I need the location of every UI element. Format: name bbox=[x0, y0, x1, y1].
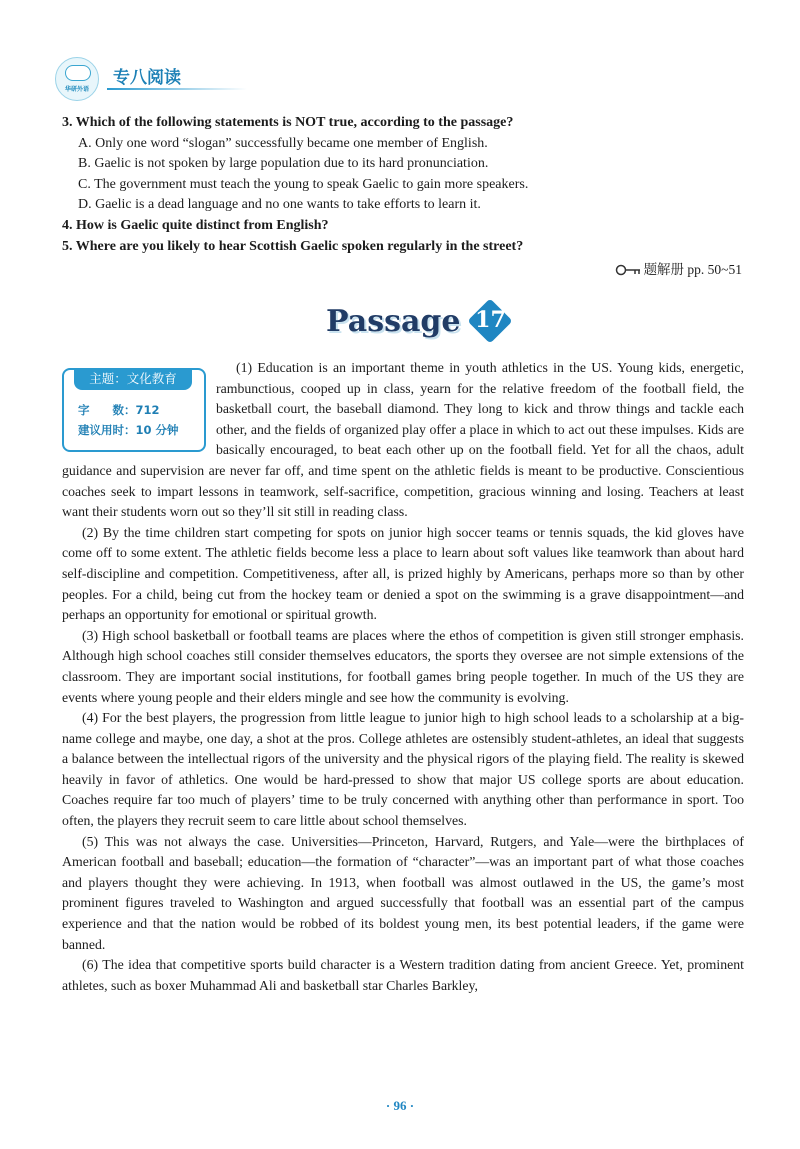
question-5: 5. Where are you likely to hear Scottish Gaelic spoken regularly in the street? bbox=[62, 238, 524, 254]
word-count: 字 数：712 bbox=[78, 403, 160, 417]
option-b: B. Gaelic is not spoken by large population due to its hard pronunciation. bbox=[78, 156, 489, 172]
paragraph-3: (3) High school basketball or football teams are places where the ethos of competition is given still stronger emphasis. Although high school coaches still consider themselves educators, the sports they oversee are not simple extensions of the classroom. They are important social institutions, for football games bring people together. In much of the US they are events where young people and their elders mingle and see how the community is evolving. bbox=[62, 627, 744, 705]
passage-number-badge bbox=[468, 299, 512, 343]
paragraph-6: (6) The idea that competitive sports build character is a Western tradition dating from ancient Greece. Yet, prominent athletes, such as boxer Muhammad Ali and basketball star Charles Barkley, bbox=[62, 957, 744, 993]
option-d: D. Gaelic is a dead language and no one wants to take efforts to learn it. bbox=[78, 197, 481, 213]
question-4: 4. How is Gaelic quite distinct from English? bbox=[62, 217, 329, 233]
paragraph-5: (5) This was not always the case. Universities—Princeton, Harvard, Rutgers, and Yale—were the birthplaces of American football and baseball; education—the formation of “character”—was an important part of what those coaches and players thought they were achieving. In 1913, when football was almost outlawed in the US, the game’s most prominent figures traveled to Washington and argued successfully that football was an essential part of the campus experience and that the nation would be robbed of its boldest young men, its best potential leaders, if the game were banned. bbox=[62, 833, 744, 952]
option-c: C. The government must teach the young to speak Gaelic to gain more speakers. bbox=[78, 176, 529, 192]
passage-number: 17 bbox=[475, 307, 506, 333]
publisher-logo bbox=[55, 57, 99, 101]
logo-text: 华研外语 bbox=[64, 86, 89, 93]
reference-text: 题解册 pp. 50~51 bbox=[643, 262, 742, 277]
header-underline bbox=[107, 88, 247, 90]
theme-tag: 主题：文化教育 bbox=[74, 368, 192, 390]
question-3 bbox=[62, 113, 752, 216]
paragraph-2: (2) By the time children start competing for spots on junior high soccer teams or tennis squads, the kid gloves have come off to some extent. The athletic fields become less a place to learn about soft values like teamwork than about hard self-discipline and competition. Competitiveness, after all, is prized highly by Americans, perhaps more so than by other peoples. For a child, being cut from the hockey team or denied a spot on the swimming is a grave disappointment—and perhaps an opportunity for emotional or spiritual growth. bbox=[62, 524, 744, 623]
answer-reference bbox=[615, 258, 742, 280]
passage-heading bbox=[326, 296, 512, 346]
paragraph-1: (1) Education is an important theme in youth athletics in the US. Young kids, energetic, rambunctious, cooped up in class, yearn for the relative freedom of the football field, the basketball court, the baseball diamond. They long to kick and throw things and tackle each other, and the fields of organized play offer a place in which to act out these impulses. Kids are basically encouraged, to beat each other up on the football field. Yet for all the chaos, adult guidance and supervision are never far off, and time spent on the athletic fields is meant to be productive. Conscientious coaches seek to impart lessons in teamwork, self-sacrifice, competition, gracious winning and losing. Teachers at least want their students worn out so they’ll sit still in reading class. bbox=[62, 360, 744, 520]
option-a: A. Only one word “slogan” successfully became one member of English. bbox=[78, 135, 488, 151]
passage-body bbox=[62, 358, 744, 996]
logo-cloud-icon bbox=[65, 65, 91, 81]
book-title: 专八阅读 bbox=[113, 68, 181, 88]
question-list bbox=[62, 113, 752, 257]
key-icon bbox=[615, 264, 641, 280]
page-number: · 96 · bbox=[385, 1098, 415, 1113]
paragraph-4: (4) For the best players, the progression from little league to junior high to high school leads to a scholarship at a big-name college and maybe, one day, a shot at the pros. College athletes are ostensibly student-athletes, an ideal that suggests a balance between the intellectual rigors of the university and the physical rigors of the playing field. The reality is skewed heavily in favor of athletics. One would be hard-pressed to show that major US college sports are about education. Coaches require far too much of players’ time to be truly concerned with anything other than performance in sport. Too often, the players they recruit seem to care little about school themselves. bbox=[62, 710, 744, 829]
question-text: 3. Which of the following statements is NOT true, according to the passage? bbox=[62, 115, 514, 130]
suggested-time: 建议用时：10 分钟 bbox=[78, 423, 179, 437]
passage-label: Passage bbox=[326, 303, 461, 339]
